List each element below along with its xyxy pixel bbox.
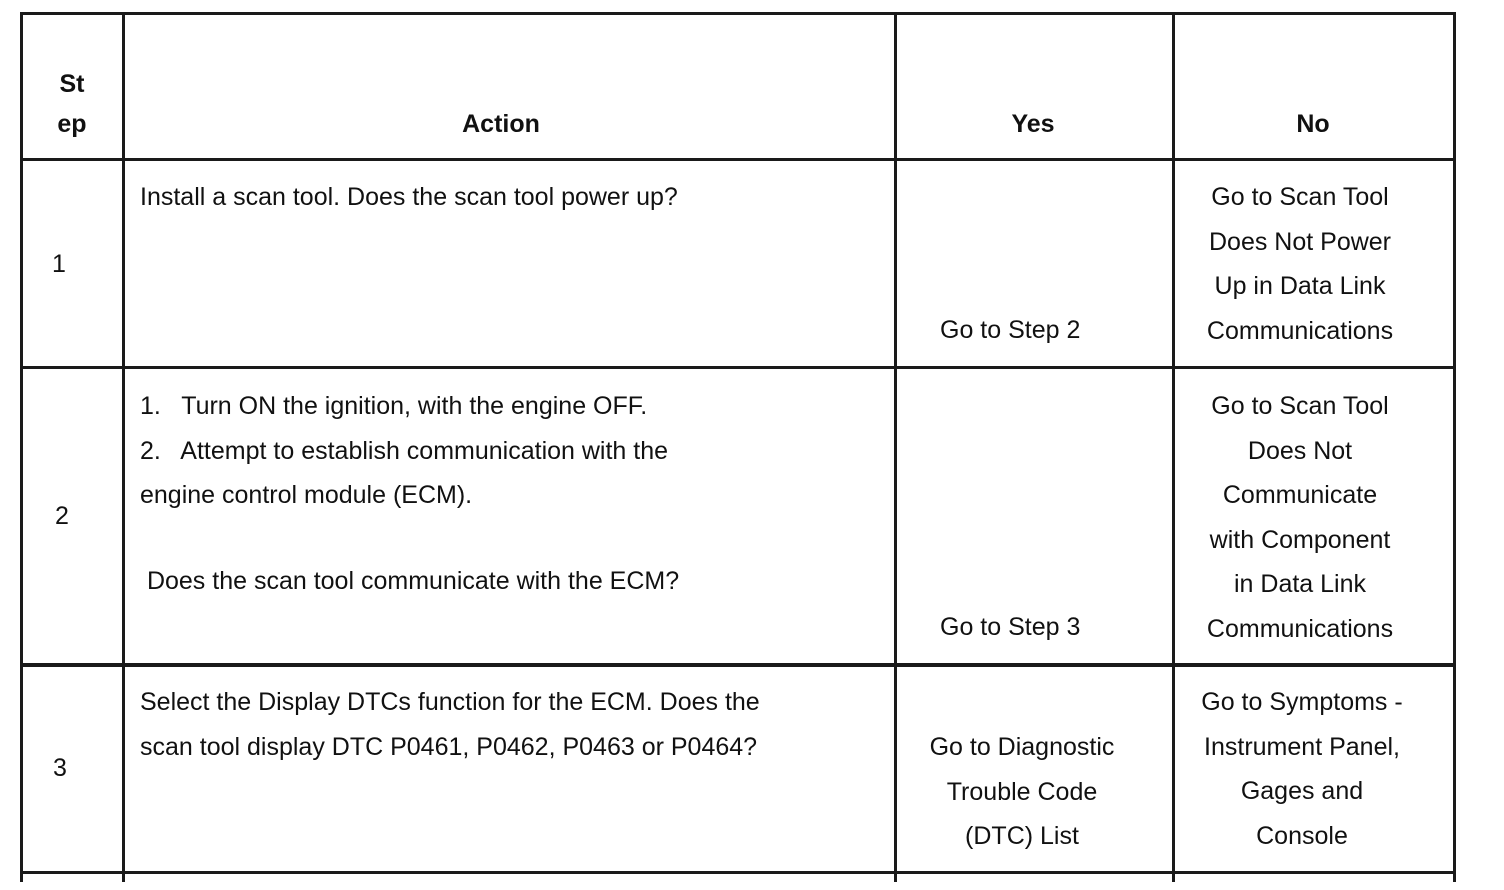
no-line: Does Not [1247, 436, 1353, 465]
no-line: Communicate [1222, 481, 1378, 509]
table-border-right [1453, 12, 1456, 882]
action-line: Install a scan tool. Does the scan tool power up? [140, 183, 678, 211]
header-step [24, 64, 120, 144]
no-line: Instrument Panel, [1204, 732, 1400, 761]
diagnostic-table [20, 12, 1456, 882]
row-divider-1 [20, 366, 1456, 369]
action-step-2-cont: engine control module (ECM). [140, 481, 473, 509]
no-line: Go to Symptoms - [1201, 688, 1403, 716]
header-no: No [1296, 110, 1330, 138]
action-step-2: 2. Attempt to establish communication with the [140, 436, 669, 465]
no-result [1178, 384, 1422, 651]
action-text [140, 384, 679, 603]
header-step-line-1: St [59, 70, 85, 98]
no-result [1178, 175, 1422, 353]
header-yes: Yes [1011, 110, 1055, 138]
action-blank-line [140, 518, 679, 559]
yes-result [940, 308, 1080, 353]
table-border-left [20, 12, 23, 882]
action-step-1: 1. Turn ON the ignition, with the engine OFF. [140, 392, 648, 420]
no-line: Gages and [1240, 777, 1364, 805]
yes-result [940, 605, 1080, 650]
header-action: Action [462, 110, 540, 138]
header-step-line-2: ep [57, 110, 87, 138]
yes-line: Go to Step 3 [940, 613, 1081, 641]
step-number: 3 [53, 754, 67, 782]
no-line: Go to Scan Tool [1211, 392, 1389, 420]
yes-line: Go to Diagnostic [929, 733, 1115, 761]
yes-line: (DTC) List [965, 822, 1079, 850]
yes-result [902, 725, 1142, 859]
column-divider-yes [1172, 12, 1175, 882]
no-line: in Data Link [1233, 570, 1367, 598]
yes-line: Trouble Code [946, 777, 1098, 806]
no-line: Up in Data Link [1214, 272, 1386, 300]
action-line: scan tool display DTC P0461, P0462, P0463 or P0464? [140, 732, 758, 761]
table-border-bottom [20, 871, 1456, 874]
no-line: Does Not Power [1208, 227, 1392, 256]
column-divider-step [122, 12, 125, 882]
step-number: 1 [52, 250, 66, 278]
action-question: Does the scan tool communicate with the ECM? [140, 566, 680, 595]
row-divider-2 [20, 663, 1456, 667]
no-line: Communications [1206, 316, 1394, 345]
action-text [140, 680, 760, 769]
action-line: Select the Display DTCs function for the ECM. Does the [140, 688, 760, 716]
no-line: Console [1256, 821, 1348, 850]
header-divider [20, 158, 1456, 161]
no-line: with Component [1209, 525, 1391, 554]
step-number: 2 [55, 502, 69, 530]
yes-line: Go to Step 2 [940, 316, 1081, 344]
column-divider-action [894, 12, 897, 882]
no-line: Communications [1206, 614, 1394, 643]
no-result [1180, 680, 1424, 858]
action-text [140, 175, 678, 220]
no-line: Go to Scan Tool [1211, 183, 1389, 211]
table-border-top [20, 12, 1456, 15]
